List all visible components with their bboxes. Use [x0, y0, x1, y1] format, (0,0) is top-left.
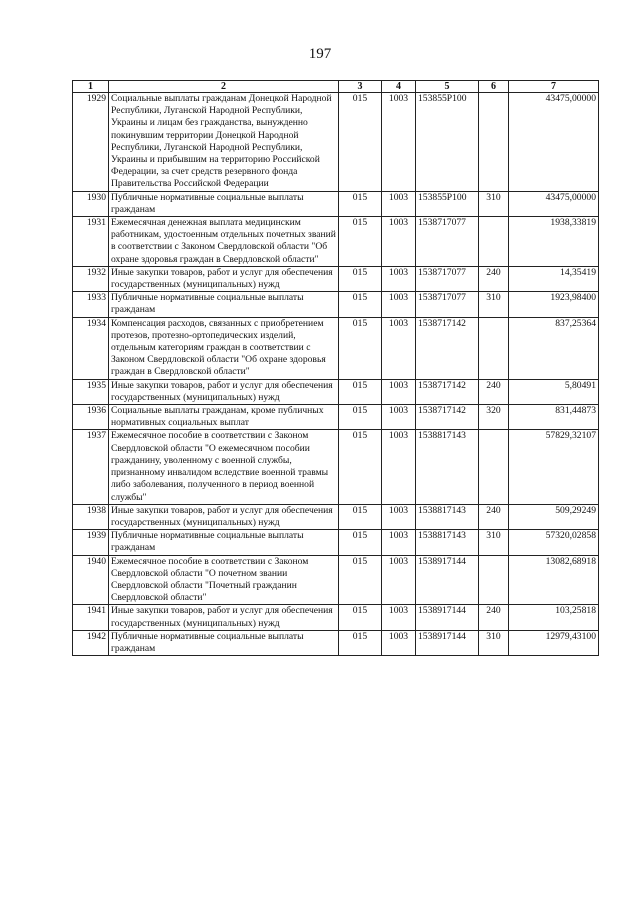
row-number: 1934 — [73, 317, 109, 379]
expense-type-code: 310 — [479, 191, 509, 216]
row-number: 1931 — [73, 217, 109, 267]
ministry-code: 015 — [339, 605, 382, 630]
section-code: 1003 — [382, 217, 416, 267]
expense-type-code: 240 — [479, 266, 509, 291]
amount: 43475,00000 — [509, 191, 599, 216]
row-number: 1936 — [73, 405, 109, 430]
table-row — [73, 317, 599, 379]
item-name: Публичные нормативные социальные выплаты гражданам — [109, 292, 339, 317]
target-article-code: 1538717077 — [416, 266, 479, 291]
item-name: Ежемесячное пособие в соответствии с Законом Свердловской области "О почетном звании Свердловской области "Почетный гражданин Свердловской области" — [109, 555, 339, 605]
item-name: Иные закупки товаров, работ и услуг для обеспечения государственных (муниципальных) нужд — [109, 379, 339, 404]
table-row — [73, 504, 599, 529]
row-number: 1942 — [73, 630, 109, 655]
amount: 509,29249 — [509, 504, 599, 529]
section-code: 1003 — [382, 93, 416, 192]
amount: 5,80491 — [509, 379, 599, 404]
ministry-code: 015 — [339, 292, 382, 317]
target-article-code: 1538717077 — [416, 217, 479, 267]
table-row — [73, 430, 599, 504]
table-row — [73, 292, 599, 317]
column-header: 3 — [339, 81, 382, 93]
target-article-code: 1538717142 — [416, 379, 479, 404]
ministry-code: 015 — [339, 317, 382, 379]
item-name: Публичные нормативные социальные выплаты гражданам — [109, 191, 339, 216]
ministry-code: 015 — [339, 630, 382, 655]
row-number: 1940 — [73, 555, 109, 605]
target-article-code: 153855Р100 — [416, 191, 479, 216]
row-number: 1935 — [73, 379, 109, 404]
section-code: 1003 — [382, 605, 416, 630]
item-name: Иные закупки товаров, работ и услуг для обеспечения государственных (муниципальных) нужд — [109, 266, 339, 291]
column-header: 7 — [509, 81, 599, 93]
expense-type-code — [479, 430, 509, 504]
amount: 57320,02858 — [509, 530, 599, 555]
amount: 14,35419 — [509, 266, 599, 291]
amount: 837,25364 — [509, 317, 599, 379]
section-code: 1003 — [382, 530, 416, 555]
section-code: 1003 — [382, 191, 416, 216]
expense-type-code: 240 — [479, 605, 509, 630]
table-row — [73, 266, 599, 291]
expense-type-code: 240 — [479, 504, 509, 529]
item-name: Ежемесячная денежная выплата медицинским работникам, удостоенным отдельных почетных званий в соответствии с Законом Свердловской области "Об охране здоровья граждан в Свердловской области" — [109, 217, 339, 267]
header-row — [73, 81, 599, 93]
section-code: 1003 — [382, 266, 416, 291]
section-code: 1003 — [382, 317, 416, 379]
row-number: 1937 — [73, 430, 109, 504]
item-name: Публичные нормативные социальные выплаты гражданам — [109, 630, 339, 655]
expense-type-code: 310 — [479, 630, 509, 655]
amount: 1923,98400 — [509, 292, 599, 317]
target-article-code: 1538917144 — [416, 555, 479, 605]
ministry-code: 015 — [339, 504, 382, 529]
expense-type-code: 310 — [479, 292, 509, 317]
item-name: Компенсация расходов, связанных с приобретением протезов, протезно-ортопедических изделий, отдельным категориям граждан в соответствии с Законом Свердловской области "Об охране здоровья граждан в Свердловской области" — [109, 317, 339, 379]
amount: 831,44873 — [509, 405, 599, 430]
table-row — [73, 555, 599, 605]
item-name: Иные закупки товаров, работ и услуг для обеспечения государственных (муниципальных) нужд — [109, 605, 339, 630]
expense-type-code — [479, 555, 509, 605]
amount: 1938,33819 — [509, 217, 599, 267]
item-name: Социальные выплаты гражданам Донецкой Народной Республики, Луганской Народной Республики, Украины и лицам без гражданства, вынужденно покинувшим территории Донецкой Народной Республики, Луганской Народной Республики, Украины и прибывшим на территорию Российской Федерации, за счет средств резервного фонда Правительства Российской Федерации — [109, 93, 339, 192]
ministry-code: 015 — [339, 266, 382, 291]
target-article-code: 1538717142 — [416, 405, 479, 430]
target-article-code: 1538817143 — [416, 530, 479, 555]
ministry-code: 015 — [339, 530, 382, 555]
row-number: 1941 — [73, 605, 109, 630]
section-code: 1003 — [382, 405, 416, 430]
expense-type-code — [479, 217, 509, 267]
page-number: 197 — [308, 46, 332, 62]
ministry-code: 015 — [339, 379, 382, 404]
target-article-code: 1538717142 — [416, 317, 479, 379]
table-row — [73, 630, 599, 655]
expense-type-code: 320 — [479, 405, 509, 430]
item-name: Ежемесячное пособие в соответствии с Законом Свердловской области "О ежемесячном пособии гражданину, уволенному с военной службы, признанному инвалидом вследствие военной травмы либо заболевания, полученного в период военной службы" — [109, 430, 339, 504]
table-row — [73, 405, 599, 430]
amount: 13082,68918 — [509, 555, 599, 605]
ministry-code: 015 — [339, 93, 382, 192]
table-row — [73, 530, 599, 555]
expense-type-code: 310 — [479, 530, 509, 555]
section-code: 1003 — [382, 630, 416, 655]
amount: 43475,00000 — [509, 93, 599, 192]
row-number: 1938 — [73, 504, 109, 529]
row-number: 1929 — [73, 93, 109, 192]
table-row — [73, 217, 599, 267]
ministry-code: 015 — [339, 191, 382, 216]
row-number: 1939 — [73, 530, 109, 555]
column-header: 6 — [479, 81, 509, 93]
expense-type-code — [479, 317, 509, 379]
target-article-code: 153855Р100 — [416, 93, 479, 192]
target-article-code: 1538917144 — [416, 630, 479, 655]
table-row — [73, 191, 599, 216]
ministry-code: 015 — [339, 430, 382, 504]
expense-type-code — [479, 93, 509, 192]
item-name: Иные закупки товаров, работ и услуг для обеспечения государственных (муниципальных) нужд — [109, 504, 339, 529]
section-code: 1003 — [382, 430, 416, 504]
amount: 103,25818 — [509, 605, 599, 630]
table-body — [73, 93, 599, 656]
column-header: 1 — [73, 81, 109, 93]
amount: 12979,43100 — [509, 630, 599, 655]
column-header: 2 — [109, 81, 339, 93]
item-name: Социальные выплаты гражданам, кроме публичных нормативных социальных выплат — [109, 405, 339, 430]
table-row — [73, 93, 599, 192]
expense-type-code: 240 — [479, 379, 509, 404]
section-code: 1003 — [382, 504, 416, 529]
target-article-code: 1538817143 — [416, 504, 479, 529]
ministry-code: 015 — [339, 217, 382, 267]
table-row — [73, 605, 599, 630]
target-article-code: 1538817143 — [416, 430, 479, 504]
target-article-code: 1538717077 — [416, 292, 479, 317]
section-code: 1003 — [382, 292, 416, 317]
section-code: 1003 — [382, 555, 416, 605]
ministry-code: 015 — [339, 555, 382, 605]
row-number: 1930 — [73, 191, 109, 216]
column-header: 4 — [382, 81, 416, 93]
target-article-code: 1538917144 — [416, 605, 479, 630]
section-code: 1003 — [382, 379, 416, 404]
table-row — [73, 379, 599, 404]
budget-table — [72, 80, 599, 656]
item-name: Публичные нормативные социальные выплаты гражданам — [109, 530, 339, 555]
column-header: 5 — [416, 81, 479, 93]
row-number: 1932 — [73, 266, 109, 291]
ministry-code: 015 — [339, 405, 382, 430]
row-number: 1933 — [73, 292, 109, 317]
amount: 57829,32107 — [509, 430, 599, 504]
